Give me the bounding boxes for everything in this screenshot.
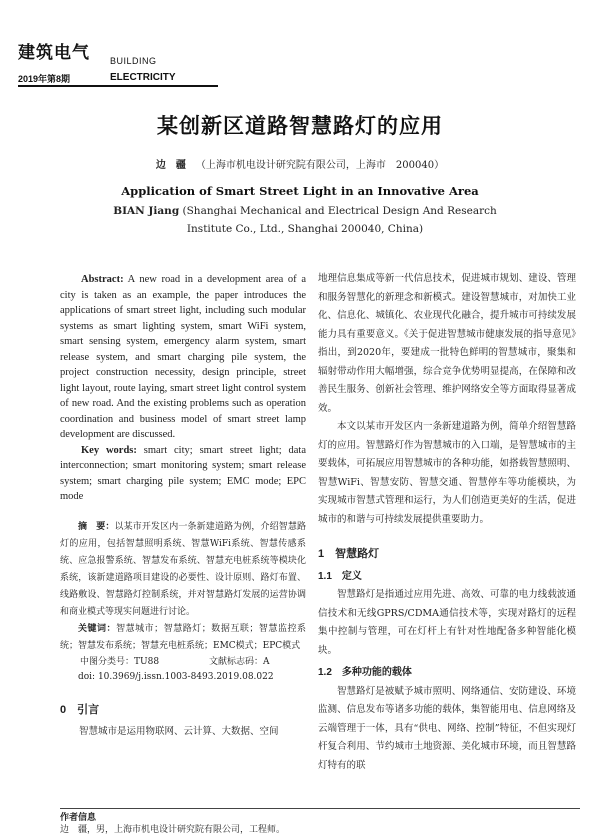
author-name-en: BIAN Jiang xyxy=(113,205,180,217)
section-1-2-paragraph: 智慧路灯是被赋予城市照明、网络通信、安防建设、环境监测、信息发布等诸多功能的载体，集智能用电、信息网络及云端管理于一体，具有“供电、网络、控制”特征，不但实现灯杆复合利用、节约城市土地资源、美化城市环境，而且智慧路灯特有的联 xyxy=(318,685,576,771)
author-footnote xyxy=(60,812,285,836)
right-column xyxy=(318,270,576,775)
paper-title-en: Application of Smart Street Light in an Innovative Area xyxy=(121,184,479,198)
section-0-paragraph-cont: 地理信息集成等新一代信息技术，促进城市规划、建设、管理和服务智慧化的新理念和新模式。建设智慧城市，对加快工业化、信息化、城镇化、农业现代化融合，提升城市可持续发展能力具有重要意义。《关于促进智慧城市健康发展的指导意见》指出，到2020年，要建成一批特色鲜明的智慧城市，聚集和辐射带动作用大幅增强，综合竞争优势明显提高，在保障和改善民生服务、创新社会管理、维护网络安全等方面取得显著成效。 xyxy=(318,273,576,414)
keywords-cn: 关键词：智慧城市；智慧路灯；数据互联；智慧监控系统；智慧发布系统；智慧充电桩系统；EMC模式；EPC模式 xyxy=(60,623,306,651)
author-name: 边 疆 xyxy=(155,160,186,171)
author-line xyxy=(0,156,600,171)
author-line-en xyxy=(110,202,500,238)
section-1-1-paragraph: 智慧路灯是指通过应用先进、高效、可靠的电力线载波通信技术和无线GPRS/CDMA通信技术等，实现对路灯的远程集中控制与管理，可在灯杆上有针对性地配备多种智能化模块。 xyxy=(318,589,576,656)
clc-number: 中图分类号：TU88 xyxy=(80,656,160,667)
doi: doi: 10.3969/j.issn.1003-8493.2019.08.022 xyxy=(78,671,274,682)
article-meta xyxy=(60,655,306,685)
author-affiliation: （上海市机电设计研究院有限公司，上海市 200040） xyxy=(195,160,445,171)
section-1-2-heading: 1.2 多种功能的载体 xyxy=(318,667,412,678)
paper-title: 某创新区道路智慧路灯的应用 xyxy=(157,113,443,138)
header-rule xyxy=(18,85,218,87)
footnote-text: 边 疆，男，上海市机电设计研究院有限公司，工程师。 xyxy=(60,825,286,835)
issue-number: 2019年第8期 xyxy=(18,74,71,84)
document-code: 文献标志码：A xyxy=(209,656,270,667)
section-0-heading: 0 引言 xyxy=(60,703,100,716)
left-column xyxy=(60,272,306,742)
journal-name-en-line2: ELECTRICITY xyxy=(110,72,176,83)
section-0-paragraph-start: 智慧城市是运用物联网、云计算、大数据、空间 xyxy=(79,726,279,737)
footnote-label: 作者信息 xyxy=(60,813,97,823)
journal-name-en-line1: BUILDING xyxy=(110,56,157,66)
author-affiliation-en: (Shanghai Mechanical and Electrical Design And Research Institute Co., Ltd., Shanghai 200040, China) xyxy=(182,205,497,235)
abstract-cn: 摘 要：以某市开发区内一条新建道路为例，介绍智慧路灯的应用，包括智慧照明系统、智慧WiFi系统、智慧传感系统、应急报警系统、智慧发布系统、智慧充电桩系统等模块化系统，该新建道路项目建设的必要性、设计原则、路灯布置、线路敷设、智慧路灯控制系统，并对智慧路灯发展的运营协调和商业模式等现实问题进行讨论。 xyxy=(60,521,306,617)
section-1-heading: 1 智慧路灯 xyxy=(318,548,380,560)
section-0-paragraph-2: 本文以某市开发区内一条新建道路为例，简单介绍智慧路灯的应用。智慧路灯作为智慧城市的入口端，是智慧城市的主要载体，可拓展应用智慧城市的各种功能，如搭载智慧照明、智慧WiFi、智慧安防、智慧交通、智慧停车等功能模块，为实现城市智慧式管理和运行，为人们创造更美好的生活，促进城市的和谐与可持续发展提供重要助力。 xyxy=(318,421,576,525)
abstract-en: Abstract: A new road in a development area of a city is taken as an example, the paper introduces the applications of smart street light, including such modular systems as smart lighting system, smart WiFi system, smart sensing system, emergency alarm system, smart release system, and smart charging pile system, the project construction necessity, design principle, street light layout, route laying, smart street light control system of new road. And the existing problems such as operation coordination and business model of smart street lamp development are discussed. xyxy=(60,274,306,440)
journal-header xyxy=(18,38,218,86)
footer-rule xyxy=(60,808,580,809)
keywords-en: Key words: smart city; smart street light; data interconnection; smart monitoring system; smart release system; smart charging pile system; EMC mode; EPC mode xyxy=(60,444,306,502)
journal-logo: 建筑电气 xyxy=(18,43,90,63)
section-1-1-heading: 1.1 定义 xyxy=(318,570,362,582)
